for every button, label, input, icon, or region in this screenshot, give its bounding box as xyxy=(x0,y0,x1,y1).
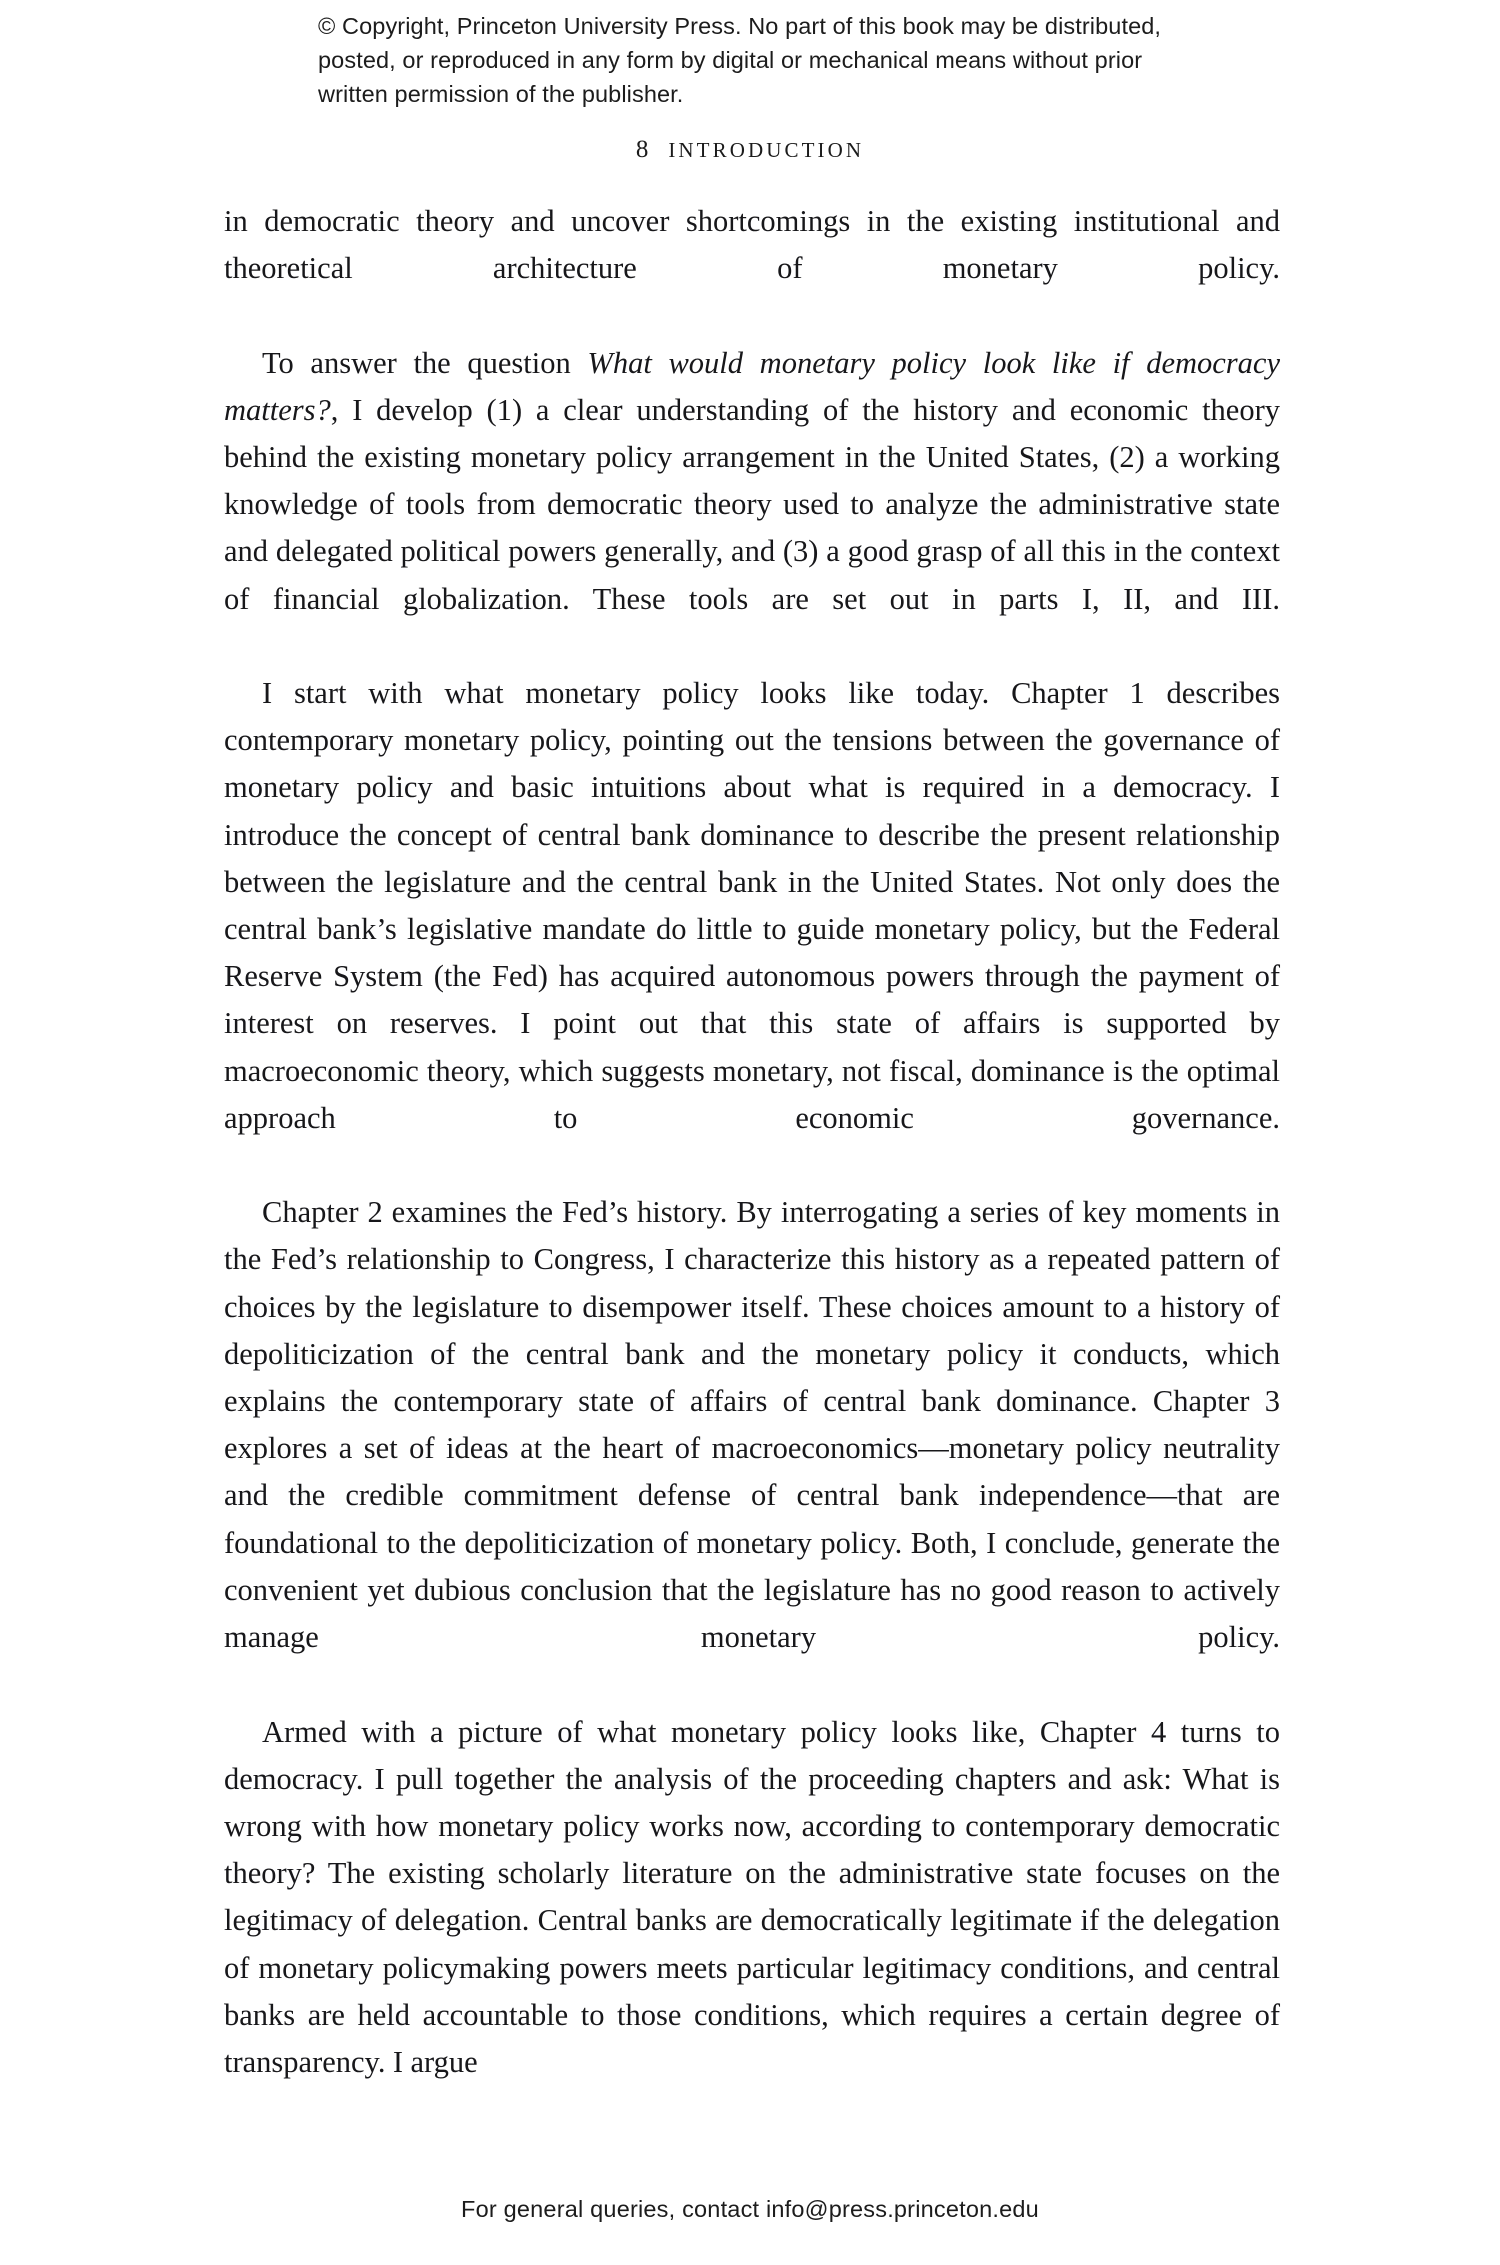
paragraph-1-text: in democratic theory and uncover shortcomings in the existing institutional and theoretical architecture of monetary policy. xyxy=(224,204,1280,286)
copyright-stamp: © Copyright, Princeton University Press. No part of this book may be distributed, posted, or reproduced in any form by digital or mechanical means without prior written permission of the publisher. xyxy=(318,13,1162,107)
body-text-block xyxy=(224,198,1280,2086)
footer-query-line: For general queries, contact info@press.princeton.edu xyxy=(461,2196,1039,2222)
paragraph-3-text: I start with what monetary policy looks like today. Chapter 1 describes contemporary monetary policy, pointing out the tensions between the governance of monetary policy and basic intuitions about what is required in a democracy. I introduce the concept of central bank dominance to describe the present relationship between the legislature and the central bank in the United States. Not only does the central bank’s legislative mandate do little to guide monetary policy, but the Federal Reserve System (the Fed) has acquired autonomous powers through the payment of interest on reserves. I point out that this state of affairs is supported by macroeconomic theory, which suggests monetary, not fiscal, dominance is the optimal approach to economic governance. xyxy=(224,676,1280,1135)
paragraph-1 xyxy=(224,198,1280,340)
paragraph-5-text: Armed with a picture of what monetary policy looks like, Chapter 4 turns to democracy. I pull together the analysis of the proceeding chapters and ask: What is wrong with how monetary policy works now, according to contemporary democratic theory? The existing scholarly literature on the administrative state focuses on the legitimacy of delegation. Central banks are democratically legitimate if the delegation of monetary policymaking powers meets particular legitimacy conditions, and central banks are held accountable to those conditions, which requires a certain degree of transparency. I argue xyxy=(224,1714,1280,2079)
running-head-label: INTRODUCTION xyxy=(668,138,865,162)
paragraph-2-tail: , I develop (1) a clear understanding of the history and economic theory behind the existing monetary policy arrangement in the United States, (2) a working knowledge of tools from democratic theory used to analyze the administrative state and delegated political powers generally, and (3) a good grasp of all this in the context of financial globalization. These tools are set out in parts I, II, and III. xyxy=(224,392,1280,616)
paragraph-5 xyxy=(224,1709,1280,2087)
paragraph-4-text: Chapter 2 examines the Fed’s history. By interrogating a series of key moments in the Fed’s relationship to Congress, I characterize this history as a repeated pattern of choices by the legislature to disempower itself. These choices amount to a history of depoliticization of the central bank and the monetary policy it conducts, which explains the contemporary state of affairs of central bank dominance. Chapter 3 explores a set of ideas at the heart of macroeconomics—monetary policy neutrality and the credible commitment defense of central bank independence—that are foundational to the depoliticization of monetary policy. Both, I conclude, generate the convenient yet dubious conclusion that the legislature has no good reason to actively manage monetary policy. xyxy=(224,1195,1280,1655)
book-question-italic: What would monetary policy look like if democracy matters? xyxy=(224,345,1280,427)
paragraph-3 xyxy=(224,670,1280,1189)
paragraph-4 xyxy=(224,1189,1280,1708)
page-number: 8 xyxy=(635,136,649,163)
paragraph-2-lead: To answer the question xyxy=(262,345,588,380)
paragraph-2 xyxy=(224,340,1280,670)
running-head xyxy=(0,136,1500,164)
